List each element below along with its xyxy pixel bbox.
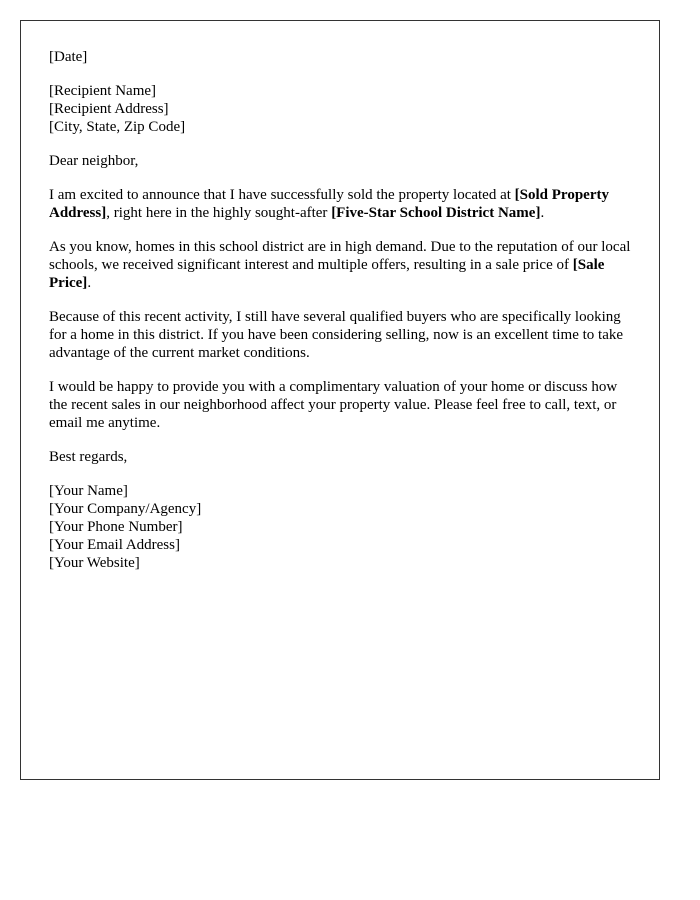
p1-text-2: , right here in the highly sought-after — [106, 205, 332, 221]
your-name: [Your Name] — [49, 483, 128, 499]
paragraph-buyers: Because of this recent activity, I still have several qualified buyers who are specifically looking for a home in this district. If you have been considering selling, now is an excellent time to take advantage of the current market conditions. — [49, 309, 624, 361]
your-company: [Your Company/Agency] — [49, 501, 202, 517]
recipient-block — [49, 82, 631, 136]
salutation: Dear neighbor, — [49, 153, 139, 169]
paragraph-valuation: I would be happy to provide you with a complimentary valuation of your home or discuss how the recent sales in our neighborhood affect your property value. Please feel free to call, text, or email me anytime. — [49, 379, 618, 431]
paragraph-announcement — [49, 186, 631, 222]
signature-block — [49, 482, 631, 572]
your-email: [Your Email Address] — [49, 537, 180, 553]
recipient-name: [Recipient Name] — [49, 83, 157, 99]
your-phone: [Your Phone Number] — [49, 519, 183, 535]
p1-text-3: . — [540, 205, 545, 221]
your-website: [Your Website] — [49, 555, 140, 571]
p1-text-1: I am excited to announce that I have successfully sold the property located at — [49, 187, 515, 203]
school-district-name: [Five-Star School District Name] — [331, 205, 541, 221]
p2-text-1: As you know, homes in this school district are in high demand. Due to the reputation of our local schools, we received significant interest and multiple offers, resulting in a sale price of — [49, 239, 631, 273]
date: [Date] — [49, 49, 88, 65]
sold-property-address: [Sold Property Address] — [49, 187, 609, 221]
closing: Best regards, — [49, 449, 128, 465]
recipient-city-state-zip: [City, State, Zip Code] — [49, 119, 186, 135]
letter-page — [20, 20, 660, 780]
sale-price: [Sale Price] — [49, 257, 605, 291]
date-line — [49, 48, 631, 66]
paragraph-demand — [49, 238, 631, 292]
recipient-address: [Recipient Address] — [49, 101, 169, 117]
p2-text-2: . — [87, 275, 92, 291]
